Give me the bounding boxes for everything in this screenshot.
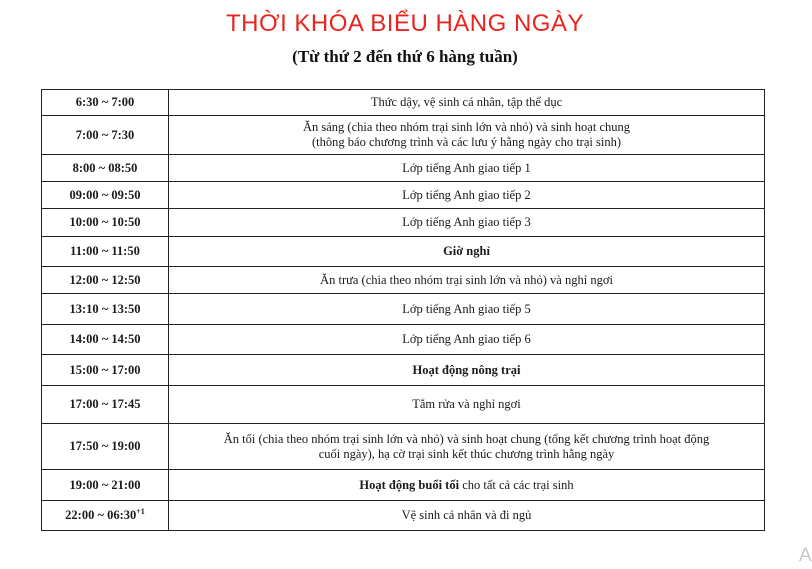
time-cell: 17:00 ~ 17:45 — [42, 386, 169, 424]
activity-cell: Thức dậy, vệ sinh cá nhân, tập thể dục — [169, 90, 765, 116]
table-row — [42, 386, 765, 424]
table-row — [42, 501, 765, 531]
activity-cell: Hoạt động nông trại — [169, 355, 765, 386]
activity-line: (thông báo chương trình và các lưu ý hằng ngày cho trại sinh) — [312, 135, 621, 149]
table-row — [42, 237, 765, 267]
table-row — [42, 325, 765, 355]
table-row — [42, 470, 765, 501]
activity-cell — [169, 424, 765, 470]
activity-line: cuối ngày), hạ cờ trại sinh kết thúc chương trình hằng ngày — [318, 446, 615, 461]
activity-cell: Tắm rửa và nghỉ ngơi — [169, 386, 765, 424]
time-cell: 12:00 ~ 12:50 — [42, 267, 169, 294]
time-cell: 14:00 ~ 14:50 — [42, 325, 169, 355]
activity-cell: Lớp tiếng Anh giao tiếp 2 — [169, 182, 765, 209]
time-cell: 15:00 ~ 17:00 — [42, 355, 169, 386]
schedule-table — [41, 89, 765, 531]
edge-letter: A — [799, 545, 812, 566]
activity-cell — [169, 116, 765, 155]
time-cell: 10:00 ~ 10:50 — [42, 209, 169, 237]
activity-line: Ăn sáng (chia theo nhóm trại sinh lớn và nhỏ) và sinh hoạt chung — [302, 120, 631, 134]
table-row — [42, 116, 765, 155]
time-cell: 19:00 ~ 21:00 — [42, 470, 169, 501]
table-row — [42, 267, 765, 294]
activity-cell: Ăn trưa (chia theo nhóm trại sinh lớn và nhỏ) và nghỉ ngơi — [169, 267, 765, 294]
time-cell: 13:10 ~ 13:50 — [42, 294, 169, 325]
time-cell — [42, 501, 169, 531]
time-cell: 17:50 ~ 19:00 — [42, 424, 169, 470]
table-row — [42, 355, 765, 386]
page-title: THỜI KHÓA BIỂU HÀNG NGÀY — [226, 10, 584, 37]
table-row — [42, 182, 765, 209]
activity-cell: Lớp tiếng Anh giao tiếp 6 — [169, 325, 765, 355]
table-row — [42, 209, 765, 237]
page-subtitle: (Từ thứ 2 đến thứ 6 hàng tuần) — [292, 47, 518, 66]
table-row — [42, 424, 765, 470]
activity-cell: Vệ sinh cá nhân và đi ngủ — [169, 501, 765, 531]
time-cell: 8:00 ~ 08:50 — [42, 155, 169, 182]
activity-text: cho tất cả các trại sinh — [459, 477, 574, 492]
time-text: 22:00 ~ 06:30 — [65, 508, 137, 522]
table-row — [42, 155, 765, 182]
activity-cell: Lớp tiếng Anh giao tiếp 1 — [169, 155, 765, 182]
activity-cell — [169, 470, 765, 501]
time-cell: 7:00 ~ 7:30 — [42, 116, 169, 155]
table-row — [42, 294, 765, 325]
activity-cell: Lớp tiếng Anh giao tiếp 5 — [169, 294, 765, 325]
next-day-marker: +1 — [136, 506, 145, 516]
time-cell: 09:00 ~ 09:50 — [42, 182, 169, 209]
time-cell: 6:30 ~ 7:00 — [42, 90, 169, 116]
activity-cell: Giờ nghỉ — [169, 237, 765, 267]
table-row — [42, 90, 765, 116]
activity-bold-text: Hoạt động buổi tối — [359, 477, 460, 492]
activity-line: Ăn tối (chia theo nhóm trại sinh lớn và nhỏ) và sinh hoạt chung (tổng kết chương trình hoạt động — [223, 431, 710, 446]
activity-cell: Lớp tiếng Anh giao tiếp 3 — [169, 209, 765, 237]
time-cell: 11:00 ~ 11:50 — [42, 237, 169, 267]
